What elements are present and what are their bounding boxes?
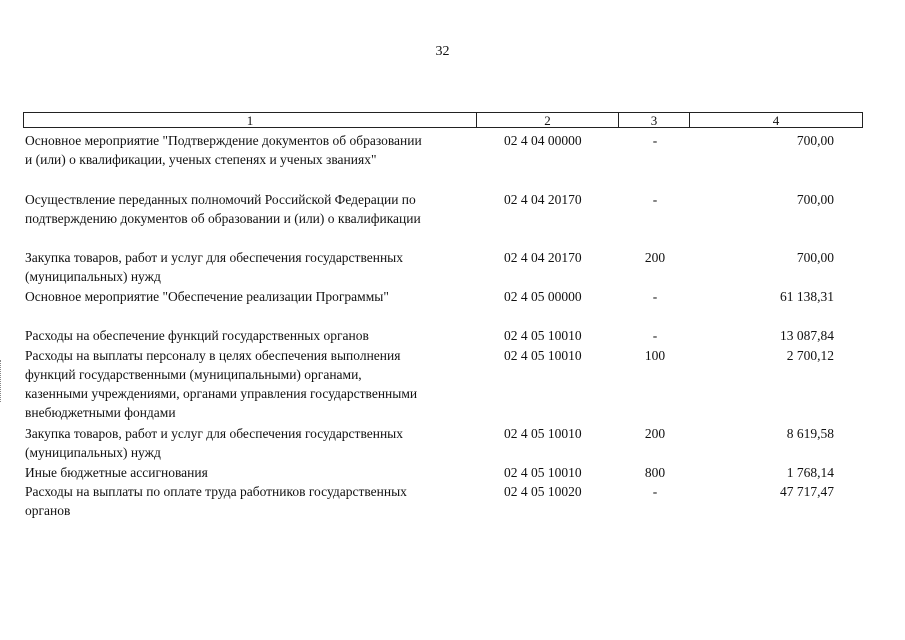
row-expense-type: 200 xyxy=(644,250,666,265)
row-expense-type: - xyxy=(652,484,658,499)
row-expense-type: 200 xyxy=(644,426,666,441)
row-expense-type: 800 xyxy=(644,465,666,480)
row-amount: 61 138,31 xyxy=(780,289,834,304)
column-header-1: 1 xyxy=(24,113,477,127)
row-amount: 700,00 xyxy=(796,192,834,207)
row-amount: 13 087,84 xyxy=(780,328,834,343)
row-expense-type: - xyxy=(652,192,658,207)
row-code: 02 4 05 10020 xyxy=(504,484,582,499)
row-name: Основное мероприятие "Подтверждение документов об образовании и (или) о квалификации, ученых степенях и ученых званиях" xyxy=(25,133,422,167)
row-amount: 47 717,47 xyxy=(780,484,834,499)
row-name: Расходы на выплаты персоналу в целях обеспечения выполнения функций государственными (муниципальными) органами, казенными учреждениями, органами управления государственными внебюджетными фондами xyxy=(25,348,418,420)
column-header-2: 2 xyxy=(477,113,619,127)
row-code: 02 4 05 10010 xyxy=(504,465,582,480)
row-expense-type: - xyxy=(652,289,658,304)
row-expense-type: 100 xyxy=(644,348,666,363)
row-code: 02 4 05 10010 xyxy=(504,328,582,343)
column-header-4: 4 xyxy=(772,113,780,128)
row-code: 02 4 04 00000 xyxy=(504,133,582,148)
row-name: Расходы на выплаты по оплате труда работников государственных органов xyxy=(25,484,407,518)
row-code: 02 4 05 10010 xyxy=(504,348,582,363)
row-amount: 700,00 xyxy=(796,250,834,265)
row-name: Иные бюджетные ассигнования xyxy=(25,465,208,480)
row-name: Закупка товаров, работ и услуг для обеспечения государственных (муниципальных) нужд xyxy=(25,250,404,284)
row-amount: 8 619,58 xyxy=(786,426,834,441)
row-amount: 2 700,12 xyxy=(786,348,834,363)
row-name: Закупка товаров, работ и услуг для обеспечения государственных (муниципальных) нужд xyxy=(25,426,404,460)
row-code: 02 4 04 20170 xyxy=(504,192,582,207)
row-amount: 1 768,14 xyxy=(786,465,834,480)
page-number: 32 xyxy=(435,44,450,59)
row-code: 02 4 04 20170 xyxy=(504,250,582,265)
scan-margin-mark xyxy=(0,360,3,402)
column-header-3: 3 xyxy=(619,113,690,127)
row-expense-type: - xyxy=(652,133,658,148)
row-name: Основное мероприятие "Обеспечение реализации Программы" xyxy=(25,289,389,304)
row-name: Расходы на обеспечение функций государственных органов xyxy=(25,328,369,343)
row-expense-type: - xyxy=(652,328,658,343)
row-code: 02 4 05 10010 xyxy=(504,426,582,441)
row-amount: 700,00 xyxy=(796,133,834,148)
row-name: Осуществление переданных полномочий Российской Федерации по подтверждению документов об образовании и (или) о квалификации xyxy=(25,192,421,226)
row-code: 02 4 05 00000 xyxy=(504,289,582,304)
